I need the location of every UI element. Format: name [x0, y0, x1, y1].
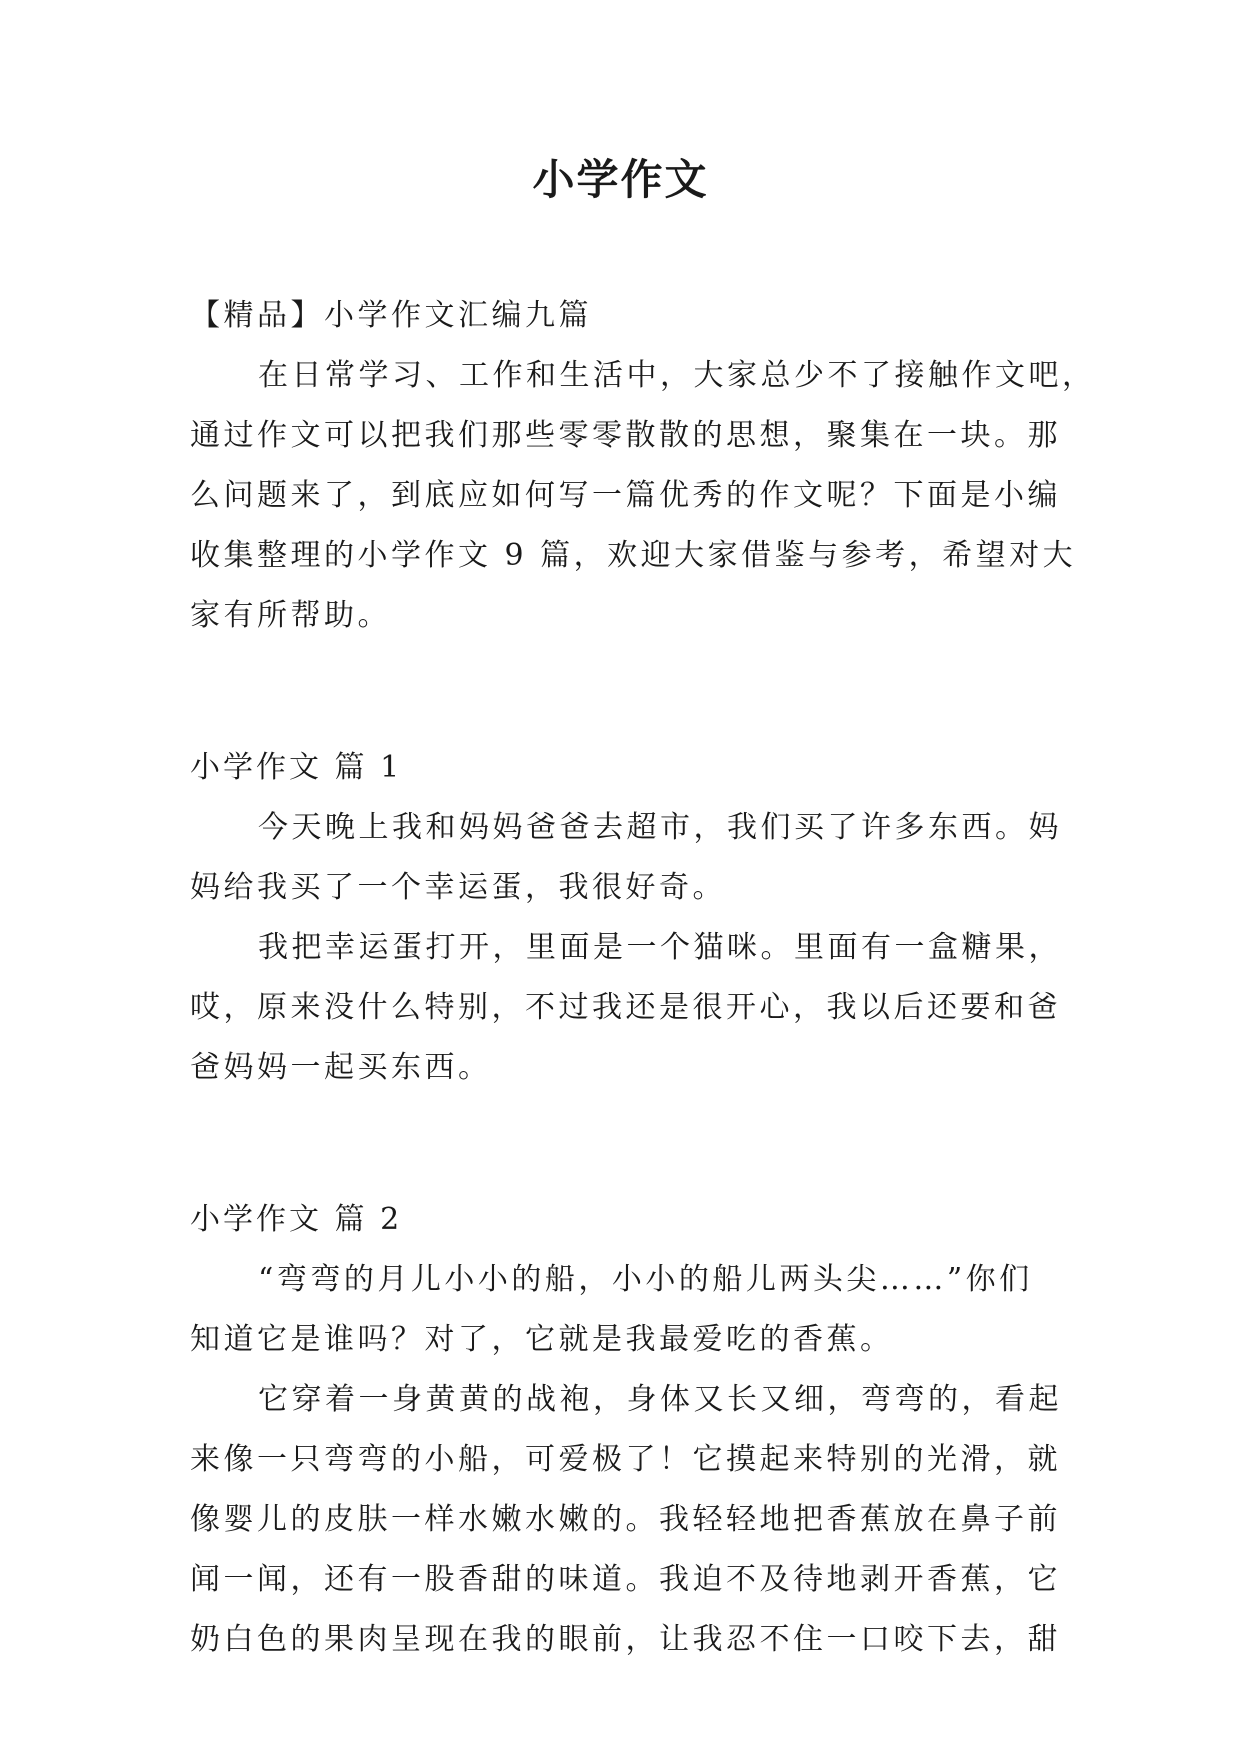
paragraph-line: 通过作文可以把我们那些零零散散的思想，聚集在一块。那	[190, 418, 1061, 453]
paragraph-line: 么问题来了，到底应如何写一篇优秀的作文呢？下面是小编	[190, 478, 1061, 513]
document-body	[190, 286, 1096, 1670]
section-2	[190, 1190, 1062, 1670]
paragraph	[190, 918, 1062, 1098]
paragraph-line: 今天晚上我和妈妈爸爸去超市，我们买了许多东西。妈	[258, 810, 1062, 845]
paragraph-line: 来像一只弯弯的小船，可爱极了！它摸起来特别的光滑，就	[190, 1442, 1061, 1477]
document-title: 小学作文	[532, 155, 709, 204]
paragraph	[190, 1250, 1052, 1370]
paragraph-line: 我把幸运蛋打开，里面是一个猫咪。里面有一盒糖果，	[258, 930, 1062, 965]
section-heading: 小学作文 篇 2	[190, 1202, 403, 1237]
intro-paragraph	[190, 346, 1096, 646]
paragraph-line: 妈给我买了一个幸运蛋，我很好奇。	[190, 870, 726, 905]
paragraph	[190, 798, 1062, 918]
paragraph-line: 奶白色的果肉呈现在我的眼前，让我忍不住一口咬下去，甜	[190, 1622, 1061, 1657]
document-subtitle: 【精品】小学作文汇编九篇	[190, 298, 592, 333]
paragraph-line: 家有所帮助。	[190, 598, 391, 633]
section-heading: 小学作文 篇 1	[190, 750, 403, 785]
paragraph-line: 哎，原来没什么特别，不过我还是很开心，我以后还要和爸	[190, 990, 1061, 1025]
section-1	[190, 738, 1062, 1098]
paragraph-line: 闻一闻，还有一股香甜的味道。我迫不及待地剥开香蕉，它	[190, 1562, 1061, 1597]
paragraph-line: 知道它是谁吗？对了，它就是我最爱吃的香蕉。	[190, 1322, 894, 1357]
paragraph-line: 爸妈妈一起买东西。	[190, 1050, 492, 1085]
paragraph-line: 在日常学习、工作和生活中，大家总少不了接触作文吧，	[258, 358, 1096, 393]
paragraph	[190, 1370, 1062, 1670]
paragraph-line: “弯弯的月儿小小的船，小小的船儿两头尖……”你们	[258, 1262, 1033, 1297]
paragraph-line: 它穿着一身黄黄的战袍，身体又长又细，弯弯的，看起	[258, 1382, 1062, 1417]
paragraph-line: 收集整理的小学作文 9 篇，欢迎大家借鉴与参考，希望对大	[190, 538, 1077, 573]
paragraph-line: 像婴儿的皮肤一样水嫩水嫩的。我轻轻地把香蕉放在鼻子前	[190, 1502, 1061, 1537]
